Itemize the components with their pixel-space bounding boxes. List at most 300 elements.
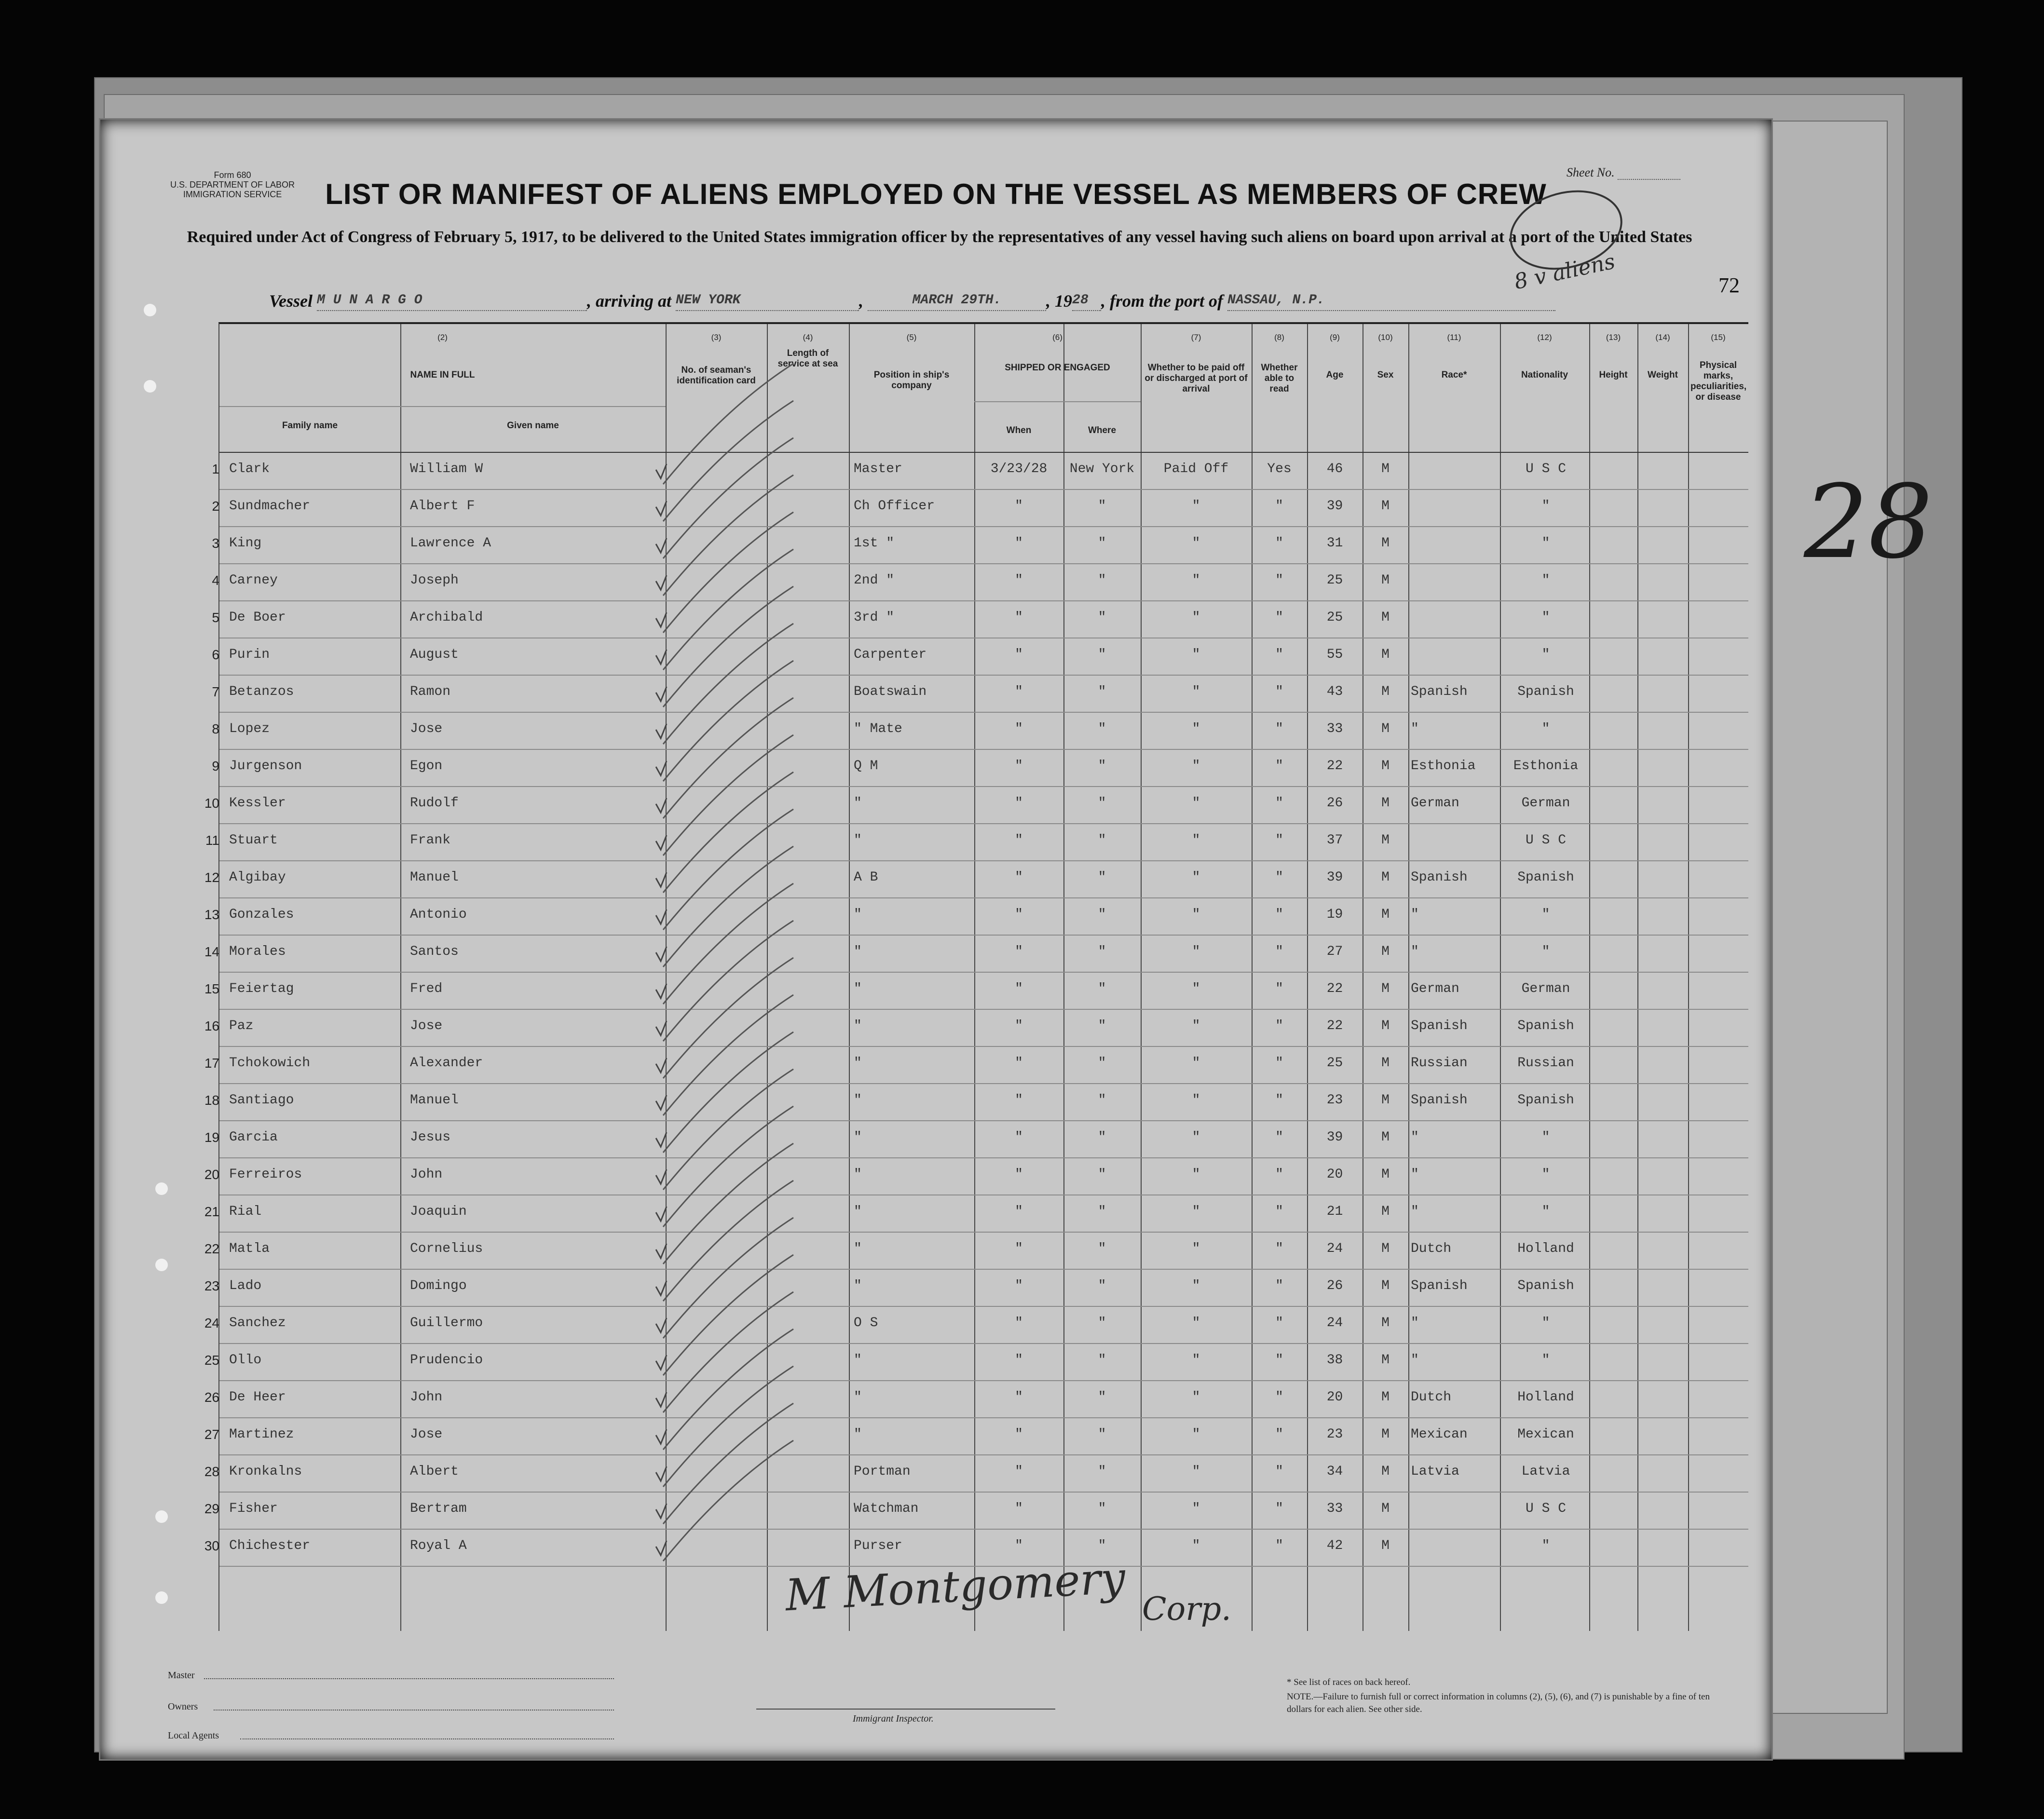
- given-name: Albert F: [410, 499, 475, 514]
- check-mark: [656, 910, 667, 924]
- given-name: Cornelius: [410, 1241, 483, 1256]
- race: ": [1411, 1167, 1419, 1182]
- age: 31: [1326, 536, 1343, 551]
- column-number: (15): [1711, 333, 1726, 342]
- column-number: (4): [803, 333, 813, 342]
- family-name: Betanzos: [229, 684, 294, 699]
- able-to-read: ": [1275, 1204, 1283, 1219]
- master-line: [204, 1678, 614, 1679]
- row-number: 13: [204, 907, 219, 922]
- race: ": [1411, 907, 1419, 922]
- able-to-read: ": [1275, 1056, 1283, 1071]
- form-id: Form 680: [214, 170, 251, 180]
- sex: M: [1381, 499, 1390, 514]
- shipped-where: ": [1098, 499, 1106, 514]
- paid-off: ": [1192, 684, 1200, 699]
- row-number: 28: [204, 1464, 219, 1479]
- nationality: ": [1541, 610, 1550, 625]
- shipped-where: New York: [1069, 462, 1135, 476]
- race: ": [1411, 1204, 1419, 1219]
- sex: M: [1381, 1390, 1390, 1405]
- position: ": [854, 1204, 862, 1219]
- age: 39: [1326, 870, 1343, 885]
- sheet-number-text: Sheet No.: [1567, 165, 1615, 179]
- paid-off: ": [1192, 1353, 1200, 1368]
- column-number: (13): [1606, 333, 1621, 342]
- family-name: Carney: [229, 573, 278, 588]
- shipped-when: ": [1015, 833, 1023, 848]
- column-number: (11): [1447, 333, 1461, 342]
- shipped-when: ": [1015, 1427, 1023, 1442]
- shipped-where: ": [1098, 684, 1106, 699]
- paid-off: ": [1192, 1056, 1200, 1071]
- age: 24: [1326, 1316, 1343, 1330]
- column-number: (5): [906, 333, 917, 342]
- row-number: 1: [212, 462, 219, 476]
- race: ": [1411, 1353, 1419, 1368]
- nationality: Spanish: [1517, 684, 1574, 699]
- shipped-when: ": [1015, 1130, 1023, 1145]
- shipped-where: ": [1098, 1241, 1106, 1256]
- able-to-read: Yes: [1267, 462, 1292, 476]
- shipped-when: ": [1015, 536, 1023, 551]
- nationality: ": [1541, 1538, 1550, 1553]
- nationality: German: [1521, 796, 1570, 811]
- sex: M: [1381, 1204, 1390, 1219]
- check-mark: [656, 724, 667, 738]
- able-to-read: ": [1275, 610, 1283, 625]
- sex: M: [1381, 796, 1390, 811]
- column-head-read: Whether able to read: [1261, 363, 1298, 394]
- given-name: Egon: [410, 759, 443, 774]
- able-to-read: ": [1275, 1093, 1283, 1108]
- shipped-where: ": [1098, 1538, 1106, 1553]
- paid-off: ": [1192, 1427, 1200, 1442]
- nationality: ": [1541, 499, 1550, 514]
- age: 22: [1326, 759, 1343, 774]
- paid-off: ": [1192, 944, 1200, 959]
- row-number: 19: [204, 1130, 219, 1145]
- sex: M: [1381, 721, 1390, 736]
- shipped-where: ": [1098, 721, 1106, 736]
- inspector-line: [756, 1709, 1055, 1710]
- column-number: (9): [1330, 333, 1340, 342]
- able-to-read: ": [1275, 536, 1283, 551]
- row-number: 21: [204, 1204, 219, 1219]
- crew-table: [204, 322, 1748, 1631]
- shipped-when: ": [1015, 759, 1023, 774]
- position: ": [854, 1093, 862, 1108]
- arriving-port: NEW YORK: [676, 293, 859, 311]
- position: Carpenter: [854, 647, 927, 662]
- nationality: Russian: [1517, 1056, 1574, 1071]
- check-mark: [656, 687, 667, 701]
- age: 21: [1326, 1204, 1343, 1219]
- nationality: ": [1541, 907, 1550, 922]
- paid-off: ": [1192, 1316, 1200, 1330]
- position: Q M: [854, 759, 878, 774]
- check-mark: [656, 1318, 667, 1332]
- position: A B: [854, 870, 878, 885]
- year-prefix: 19: [1055, 291, 1073, 311]
- check-mark: [656, 1504, 667, 1518]
- shipped-where: ": [1098, 907, 1106, 922]
- age: 22: [1326, 981, 1343, 996]
- check-mark: [656, 947, 667, 961]
- sex: M: [1381, 1464, 1390, 1479]
- shipped-where: ": [1098, 1390, 1106, 1405]
- column-number: (12): [1537, 333, 1552, 342]
- column-head-physical: Physical marks, peculiarities, or disease: [1690, 360, 1747, 402]
- family-name: Chichester: [229, 1538, 311, 1553]
- paid-off: ": [1192, 1538, 1200, 1553]
- shipped-when: ": [1015, 1167, 1023, 1182]
- row-number: 20: [204, 1167, 219, 1182]
- column-head-nationality: Nationality: [1521, 370, 1568, 380]
- row-number: 6: [212, 647, 219, 662]
- paid-off: ": [1192, 1241, 1200, 1256]
- row-number: 5: [212, 610, 219, 625]
- age: 42: [1326, 1538, 1343, 1553]
- family-name: Gonzales: [229, 907, 294, 922]
- race: ": [1411, 721, 1419, 736]
- paid-off: ": [1192, 647, 1200, 662]
- shipped-when: ": [1015, 647, 1023, 662]
- family-name: Purin: [229, 647, 270, 662]
- position: ": [854, 833, 862, 848]
- column-head-weight: Weight: [1648, 370, 1678, 380]
- check-mark: [656, 1021, 667, 1035]
- nationality: ": [1541, 721, 1550, 736]
- pencil-strokes: [219, 324, 1748, 1631]
- column-number: (6): [1052, 333, 1063, 342]
- shipped-where: ": [1098, 1501, 1106, 1516]
- family-name: Clark: [229, 462, 270, 476]
- row-number: 16: [204, 1018, 219, 1033]
- punch-hole: [155, 1591, 168, 1604]
- sex: M: [1381, 1501, 1390, 1516]
- year-suffix: 28: [1072, 293, 1101, 311]
- age: 37: [1326, 833, 1343, 848]
- column-head-when: When: [1006, 425, 1032, 435]
- row-number: 11: [205, 833, 219, 848]
- family-name: Jurgenson: [229, 759, 302, 774]
- check-mark: [656, 1541, 667, 1555]
- race: Spanish: [1411, 1018, 1468, 1033]
- given-name: Lawrence A: [410, 536, 491, 551]
- age: 19: [1326, 907, 1343, 922]
- given-name: Frank: [410, 833, 451, 848]
- nationality: Spanish: [1517, 1278, 1574, 1293]
- able-to-read: ": [1275, 1278, 1283, 1293]
- given-name: Rudolf: [410, 796, 459, 811]
- age: 46: [1326, 462, 1343, 476]
- shipped-where: ": [1098, 796, 1106, 811]
- check-mark: [656, 464, 667, 478]
- given-name: Archibald: [410, 610, 483, 625]
- master-label: Master: [168, 1670, 195, 1681]
- able-to-read: ": [1275, 1390, 1283, 1405]
- sex: M: [1381, 833, 1390, 848]
- shipped-when: ": [1015, 573, 1023, 588]
- shipped-when: ": [1015, 1204, 1023, 1219]
- paid-off: ": [1192, 573, 1200, 588]
- able-to-read: ": [1275, 647, 1283, 662]
- check-mark: [656, 650, 667, 664]
- position: Boatswain: [854, 684, 927, 699]
- shipped-where: ": [1098, 1464, 1106, 1479]
- sex: M: [1381, 1056, 1390, 1071]
- nationality: ": [1541, 1204, 1550, 1219]
- given-name: Manuel: [410, 1093, 459, 1108]
- able-to-read: ": [1275, 499, 1283, 514]
- sex: M: [1381, 1018, 1390, 1033]
- shipped-where: ": [1098, 536, 1106, 551]
- shipped-where: ": [1098, 1204, 1106, 1219]
- age: 22: [1326, 1018, 1343, 1033]
- position: ": [854, 981, 862, 996]
- sex: M: [1381, 647, 1390, 662]
- race: Spanish: [1411, 1093, 1468, 1108]
- position: ": [854, 1278, 862, 1293]
- check-mark: [656, 761, 667, 775]
- page-number: 72: [1718, 273, 1740, 297]
- shipped-when: ": [1015, 1390, 1023, 1405]
- given-name: Jose: [410, 1018, 443, 1033]
- able-to-read: ": [1275, 870, 1283, 885]
- able-to-read: ": [1275, 1353, 1283, 1368]
- nationality: Holland: [1517, 1241, 1574, 1256]
- paid-off: ": [1192, 833, 1200, 848]
- from-port: NASSAU, N.P.: [1227, 293, 1555, 311]
- race: Mexican: [1411, 1427, 1468, 1442]
- column-head-family: Family name: [282, 421, 338, 431]
- position: ": [854, 1018, 862, 1033]
- age: 25: [1326, 573, 1343, 588]
- nationality: Holland: [1517, 1390, 1574, 1405]
- nationality: U S C: [1525, 833, 1566, 848]
- check-mark: [656, 501, 667, 516]
- position: O S: [854, 1316, 878, 1330]
- sex: M: [1381, 1241, 1390, 1256]
- column-head-race: Race*: [1441, 370, 1467, 380]
- check-mark: [656, 1466, 667, 1481]
- nationality: ": [1541, 573, 1550, 588]
- arrival-date: MARCH 29TH.: [868, 293, 1046, 311]
- given-name: Ramon: [410, 684, 451, 699]
- position: ": [854, 796, 862, 811]
- paid-off: ": [1192, 1501, 1200, 1516]
- signature-suffix: Corp.: [1142, 1590, 1232, 1628]
- age: 34: [1326, 1464, 1343, 1479]
- vessel-line: Vessel M U N A R G O , arriving at NEW YORK , MARCH 29TH. , 1928 , from the port of NASSAU, N.P.: [269, 291, 1555, 311]
- nationality: Latvia: [1521, 1464, 1570, 1479]
- shipped-when: ": [1015, 721, 1023, 736]
- column-head-age: Age: [1326, 370, 1344, 380]
- punch-hole: [155, 1510, 168, 1523]
- shipped-when: ": [1015, 1316, 1023, 1330]
- check-mark: [656, 1244, 667, 1258]
- shipped-when: ": [1015, 1353, 1023, 1368]
- shipped-where: ": [1098, 1056, 1106, 1071]
- given-name: Alexander: [410, 1056, 483, 1071]
- given-name: Manuel: [410, 870, 459, 885]
- row-number: 24: [204, 1316, 219, 1330]
- sex: M: [1381, 759, 1390, 774]
- paid-off: ": [1192, 796, 1200, 811]
- shipped-where: ": [1098, 1278, 1106, 1293]
- family-name: Morales: [229, 944, 286, 959]
- given-name: Bertram: [410, 1501, 467, 1516]
- given-name: Joaquin: [410, 1204, 467, 1219]
- check-mark: [656, 1429, 667, 1444]
- race: Spanish: [1411, 870, 1468, 885]
- service-label: IMMIGRATION SERVICE: [183, 190, 282, 199]
- race: Dutch: [1411, 1241, 1452, 1256]
- paid-off: ": [1192, 1018, 1200, 1033]
- family-name: Rial: [229, 1204, 262, 1219]
- shipped-when: ": [1015, 796, 1023, 811]
- vessel-name: M U N A R G O: [317, 293, 587, 311]
- able-to-read: ": [1275, 684, 1283, 699]
- sex: M: [1381, 1278, 1390, 1293]
- sex: M: [1381, 1130, 1390, 1145]
- row-number: 25: [204, 1353, 219, 1368]
- check-mark: [656, 798, 667, 813]
- given-name: Domingo: [410, 1278, 467, 1293]
- position: 3rd ": [854, 610, 895, 625]
- paid-off: ": [1192, 1204, 1200, 1219]
- paid-off: ": [1192, 1390, 1200, 1405]
- family-name: Lopez: [229, 721, 270, 736]
- shipped-when: ": [1015, 684, 1023, 699]
- race: German: [1411, 796, 1459, 811]
- row-number: 22: [204, 1241, 219, 1256]
- row-number: 29: [204, 1501, 219, 1516]
- sex: M: [1381, 981, 1390, 996]
- shipped-where: ": [1098, 573, 1106, 588]
- able-to-read: ": [1275, 1167, 1283, 1182]
- row-number: 15: [204, 981, 219, 996]
- position: 2nd ": [854, 573, 895, 588]
- position: ": [854, 1167, 862, 1182]
- able-to-read: ": [1275, 573, 1283, 588]
- shipped-when: ": [1015, 1501, 1023, 1516]
- manifest-sheet: [99, 118, 1773, 1761]
- paid-off: ": [1192, 870, 1200, 885]
- paid-off: ": [1192, 721, 1200, 736]
- row-number: 17: [204, 1056, 219, 1071]
- family-name: Fisher: [229, 1501, 278, 1516]
- check-mark: [656, 835, 667, 850]
- shipped-where: ": [1098, 1130, 1106, 1145]
- sex: M: [1381, 1167, 1390, 1182]
- shipped-where: ": [1098, 1427, 1106, 1442]
- paid-off: ": [1192, 610, 1200, 625]
- shipped-where: ": [1098, 1353, 1106, 1368]
- check-mark: [656, 1392, 667, 1407]
- family-name: Paz: [229, 1018, 254, 1033]
- check-mark: [656, 872, 667, 887]
- nationality: Esthonia: [1513, 759, 1579, 774]
- age: 23: [1326, 1093, 1343, 1108]
- check-mark: [656, 1095, 667, 1110]
- check-mark: [656, 612, 667, 627]
- given-name: John: [410, 1167, 443, 1182]
- given-name: Antonio: [410, 907, 467, 922]
- shipped-where: ": [1098, 610, 1106, 625]
- shipped-where: ": [1098, 1316, 1106, 1330]
- age: 38: [1326, 1353, 1343, 1368]
- race: Spanish: [1411, 1278, 1468, 1293]
- family-name: Stuart: [229, 833, 278, 848]
- family-name: Martinez: [229, 1427, 294, 1442]
- age: 20: [1326, 1167, 1343, 1182]
- punch-hole: [144, 304, 156, 316]
- inspector-label: Immigrant Inspector.: [853, 1713, 934, 1724]
- age: 43: [1326, 684, 1343, 699]
- shipped-when: ": [1015, 944, 1023, 959]
- race: Russian: [1411, 1056, 1468, 1071]
- paid-off: ": [1192, 499, 1200, 514]
- races-note: * See list of races on back hereof.: [1287, 1677, 1411, 1687]
- able-to-read: ": [1275, 759, 1283, 774]
- given-name: John: [410, 1390, 443, 1405]
- check-mark: [656, 1169, 667, 1184]
- given-name: August: [410, 647, 459, 662]
- nationality: ": [1541, 1130, 1550, 1145]
- nationality: ": [1541, 1167, 1550, 1182]
- position: ": [854, 1241, 862, 1256]
- sex: M: [1381, 1538, 1390, 1553]
- row-number: 18: [204, 1093, 219, 1108]
- position: ": [854, 1353, 862, 1368]
- age: 33: [1326, 1501, 1343, 1516]
- nationality: U S C: [1525, 1501, 1566, 1516]
- column-number: (3): [711, 333, 722, 342]
- given-name: William W: [410, 462, 483, 476]
- row-number: 23: [204, 1278, 219, 1293]
- nationality: ": [1541, 1353, 1550, 1368]
- family-name: Tchokowich: [229, 1056, 311, 1071]
- column-number: (14): [1655, 333, 1670, 342]
- column-head-name: NAME IN FULL: [410, 370, 475, 380]
- family-name: Ollo: [229, 1353, 262, 1368]
- sex: M: [1381, 870, 1390, 885]
- family-name: De Boer: [229, 610, 286, 625]
- given-name: Royal A: [410, 1538, 467, 1553]
- position: 1st ": [854, 536, 895, 551]
- paid-off: ": [1192, 907, 1200, 922]
- shipped-where: ": [1098, 1167, 1106, 1182]
- row-number: 7: [212, 684, 219, 699]
- able-to-read: ": [1275, 721, 1283, 736]
- column-head-paid-off: Whether to be paid off or discharged at port of arrival: [1145, 363, 1248, 394]
- pencil-stroke: [663, 364, 793, 484]
- able-to-read: ": [1275, 1018, 1283, 1033]
- shipped-when: 3/23/28: [990, 462, 1048, 476]
- family-name: Matla: [229, 1241, 270, 1256]
- position: Ch Officer: [854, 499, 935, 514]
- shipped-when: ": [1015, 1241, 1023, 1256]
- check-mark: [656, 1058, 667, 1072]
- sex: M: [1381, 1316, 1390, 1330]
- shipped-where: ": [1098, 1093, 1106, 1108]
- family-name: Kessler: [229, 796, 286, 811]
- column-head-length: Length of service at sea: [777, 348, 838, 369]
- row-number: 12: [204, 870, 219, 885]
- family-name: King: [229, 536, 262, 551]
